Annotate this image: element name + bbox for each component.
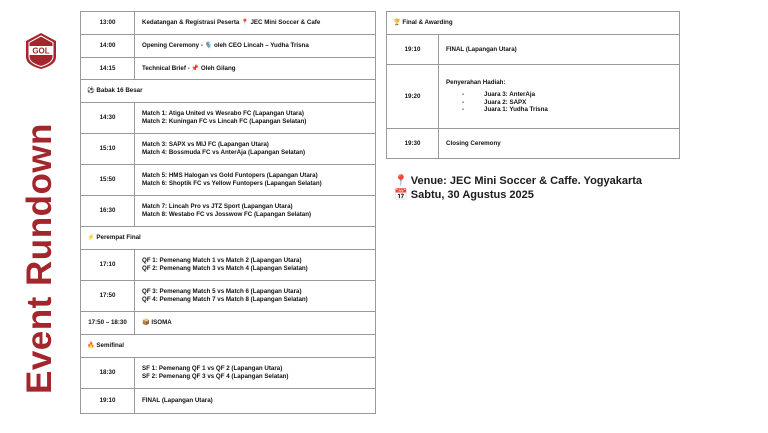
time-cell: 19:30 <box>387 129 439 159</box>
schedule-table-right <box>386 11 680 159</box>
activity-cell <box>135 165 376 196</box>
activity-line: Opening Ceremony - 🎙️ oleh CEO Lincah – Yudha Trisna <box>142 42 309 49</box>
section-row <box>81 227 376 250</box>
table-row <box>387 35 680 65</box>
activity-line: Match 4: Bossmuda FC vs AnterAja (Lapangan Selatan) <box>142 149 306 156</box>
table-row <box>81 358 376 389</box>
activity-cell <box>135 281 376 312</box>
time-cell: 15:50 <box>81 165 135 196</box>
section-label: ⚡ Perempat Final <box>81 227 376 250</box>
activity-line: QF 2: Pemenang Match 3 vs Match 4 (Lapangan Selatan) <box>142 265 308 272</box>
time-cell: 14:00 <box>81 35 135 58</box>
section-row <box>81 335 376 358</box>
activity-line: Match 7: Lincah Pro vs JTZ Sport (Lapangan Utara) <box>142 203 293 210</box>
activity-line: Match 2: Kuningan FC vs Lincah FC (Lapangan Selatan) <box>142 118 307 125</box>
activity-cell <box>135 35 376 58</box>
calendar-icon: 📅 <box>394 189 408 201</box>
time-cell: 13:00 <box>81 12 135 35</box>
section-label: ⚽ Babak 16 Besar <box>81 80 376 103</box>
activity-line: Match 8: Westabo FC vs Josswow FC (Lapangan Selatan) <box>142 211 312 218</box>
time-cell: 16:30 <box>81 196 135 227</box>
activity-cell <box>439 65 680 129</box>
venue-text: Venue: JEC Mini Soccer & Caffe. Yogyakarta <box>410 175 643 187</box>
activity-line: FINAL (Lapangan Utara) <box>142 397 213 404</box>
activity-line: Technical Brief - 📌 Oleh Gilang <box>142 64 236 72</box>
table-row <box>81 196 376 227</box>
activity-line: 📦 ISOMA <box>142 319 172 326</box>
activity-line: Match 5: HMS Halogan vs Gold Funtopers (Lapangan Utara) <box>142 172 318 179</box>
table-row <box>81 389 376 414</box>
time-cell: 19:20 <box>387 65 439 129</box>
activity-line: QF 1: Pemenang Match 1 vs Match 2 (Lapangan Utara) <box>142 257 302 264</box>
table-row <box>387 129 680 159</box>
table-row <box>81 250 376 281</box>
date-text: Sabtu, 30 Agustus 2025 <box>410 189 534 201</box>
svg-text:GOL: GOL <box>32 46 50 56</box>
table-row <box>81 281 376 312</box>
date-line <box>394 188 534 201</box>
time-cell: 14:30 <box>81 103 135 134</box>
section-row <box>81 80 376 103</box>
list-item: - Juara 2: SAPX <box>462 98 527 106</box>
time-cell: 17:50 <box>81 281 135 312</box>
table-row <box>81 134 376 165</box>
activity-line: SF 1: Pemenang QF 1 vs QF 2 (Lapangan Utara) <box>142 365 283 372</box>
activity-cell <box>135 196 376 227</box>
time-cell: 19:10 <box>81 389 135 414</box>
table-row <box>81 35 376 58</box>
table-row <box>81 58 376 80</box>
activity-cell <box>135 58 376 80</box>
activity-line: QF 4: Pemenang Match 7 vs Match 8 (Lapangan Selatan) <box>142 296 308 303</box>
time-cell: 18:30 <box>81 358 135 389</box>
activity-line: QF 3: Pemenang Match 5 vs Match 6 (Lapangan Utara) <box>142 288 302 295</box>
list-item: - Juara 3: AnterAja <box>462 91 536 99</box>
activity-line: Match 6: Shoptik FC vs Yellow Funtopers (Lapangan Selatan) <box>142 180 322 187</box>
section-label: 🔥 Semifinal <box>81 335 376 358</box>
activity-line: Match 3: SAPX vs MIJ FC (Lapangan Utara) <box>142 141 269 148</box>
time-cell: 17:10 <box>81 250 135 281</box>
prize-list <box>446 91 672 114</box>
section-final-awarding: 🏆 Final & Awarding <box>387 12 680 35</box>
table-row <box>81 312 376 335</box>
list-item: - Juara 1: Yudha Trisna <box>462 106 548 114</box>
location-pin-icon: 📍 <box>394 175 408 187</box>
time-cell: 17:50 – 18:30 <box>81 312 135 335</box>
activity-line: Kedatangan & Registrasi Peserta 📍 JEC Mini Soccer & Cafe <box>142 19 321 26</box>
activity-cell: FINAL (Lapangan Utara) <box>439 35 680 65</box>
venue-line <box>394 174 642 187</box>
table-row <box>81 103 376 134</box>
time-cell: 14:15 <box>81 58 135 80</box>
activity-cell <box>135 389 376 414</box>
activity-line: Match 1: Atiga United vs Wesrabo FC (Lapangan Utara) <box>142 110 304 117</box>
table-row <box>387 65 680 129</box>
activity-cell <box>135 358 376 389</box>
page-title: Event Rundown <box>20 123 59 394</box>
table-row <box>81 165 376 196</box>
time-cell: 19:10 <box>387 35 439 65</box>
activity-cell <box>135 312 376 335</box>
activity-cell <box>135 103 376 134</box>
time-cell: 15:10 <box>81 134 135 165</box>
activity-cell: Closing Ceremony <box>439 129 680 159</box>
table-row <box>81 12 376 35</box>
activity-line: SF 2: Pemenang QF 3 vs QF 4 (Lapangan Selatan) <box>142 373 289 380</box>
schedule-table-left <box>80 11 376 414</box>
section-row <box>387 12 680 35</box>
activity-cell <box>135 134 376 165</box>
gol-logo-icon <box>24 32 58 70</box>
activity-cell <box>135 12 376 35</box>
awarding-label: Penyerahan Hadiah: <box>446 79 506 87</box>
activity-cell <box>135 250 376 281</box>
